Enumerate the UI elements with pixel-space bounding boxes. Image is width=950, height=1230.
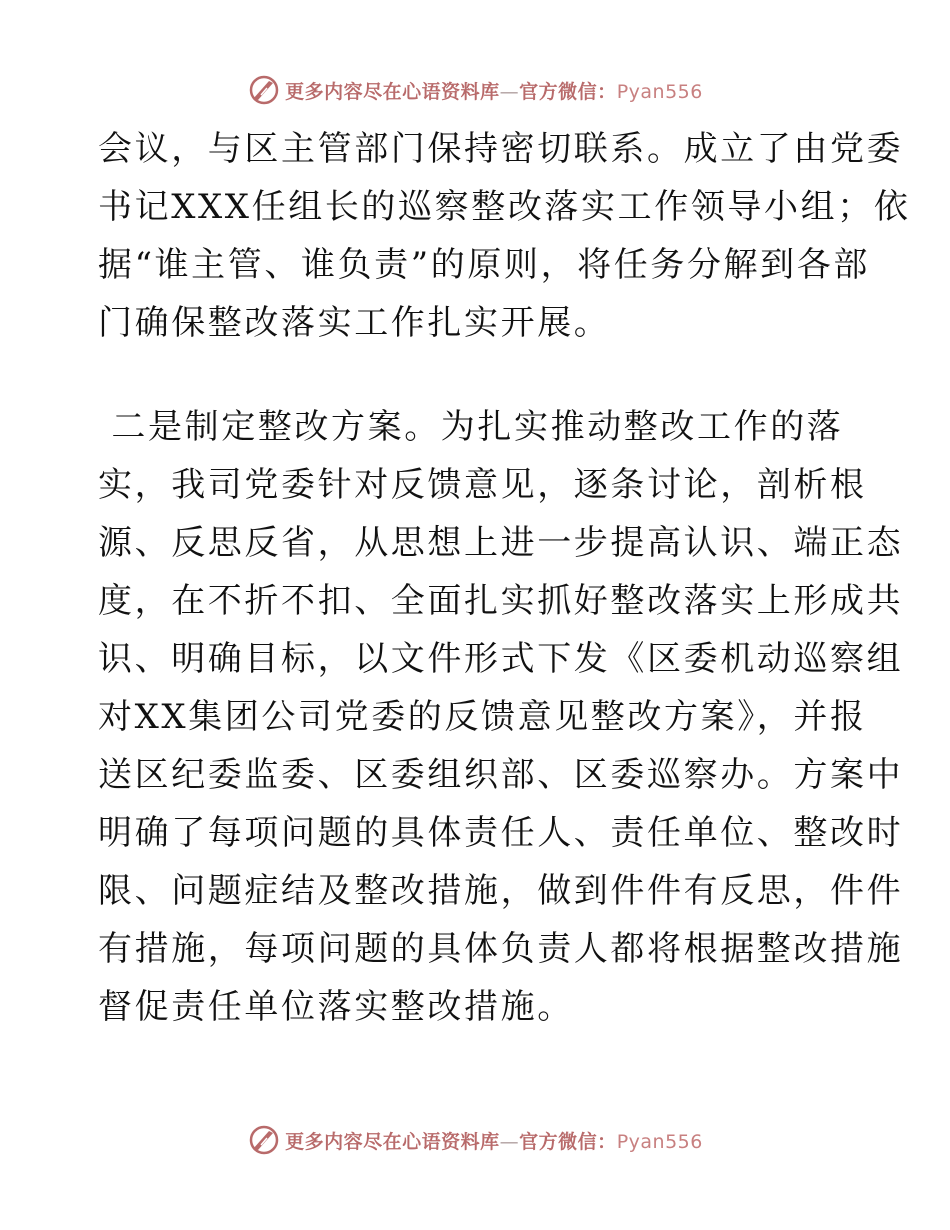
text-line: 识、明确目标，以文件形式下发《区委机动巡察组 (98, 639, 904, 679)
document-body (98, 120, 911, 1036)
text-line: 实，我司党委针对反馈意见，逐条讨论，剖析根 (98, 465, 867, 505)
footer-watermark (0, 1120, 950, 1160)
text-line: 书记XXX任组长的巡察整改落实工作领导小组；依 (98, 187, 911, 227)
text-line: 督促责任单位落实整改措施。 (98, 987, 574, 1027)
text-line: 明确了每项问题的具体责任人、责任单位、整改时 (98, 813, 904, 853)
text-line: 会议，与区主管部门保持密切联系。成立了由党委 (98, 129, 904, 169)
text-line: 送区纪委监委、区委组织部、区委巡察办。方案中 (98, 755, 904, 795)
text-line: 二是制定整改方案。为扎实推动整改工作的落 (98, 407, 844, 447)
text-line: 有措施，每项问题的具体负责人都将根据整改措施 (98, 929, 904, 969)
paragraph-2 (98, 398, 904, 1036)
text-line: 限、问题症结及整改措施，做到件件有反思，件件 (98, 871, 904, 911)
watermark-text: 更多内容尽在心语资料库—官方微信：Pyan556 (285, 1130, 703, 1153)
watermark-text: 更多内容尽在心语资料库—官方微信：Pyan556 (285, 80, 703, 103)
quill-logo-icon (247, 73, 281, 107)
text-line: 源、反思反省，从思想上进一步提高认识、端正态 (98, 523, 904, 563)
text-line: 度，在不折不扣、全面扎实抓好整改落实上形成共 (98, 581, 904, 621)
quill-logo-icon (247, 1123, 281, 1157)
text-line: 门确保整改落实工作扎实开展。 (98, 303, 611, 343)
header-watermark (0, 70, 950, 110)
text-line: 对XX集团公司党委的反馈意见整改方案》，并报 (98, 697, 867, 737)
text-line: 据“谁主管、谁负责”的原则，将任务分解到各部 (98, 245, 870, 285)
paragraph-1 (98, 120, 911, 352)
